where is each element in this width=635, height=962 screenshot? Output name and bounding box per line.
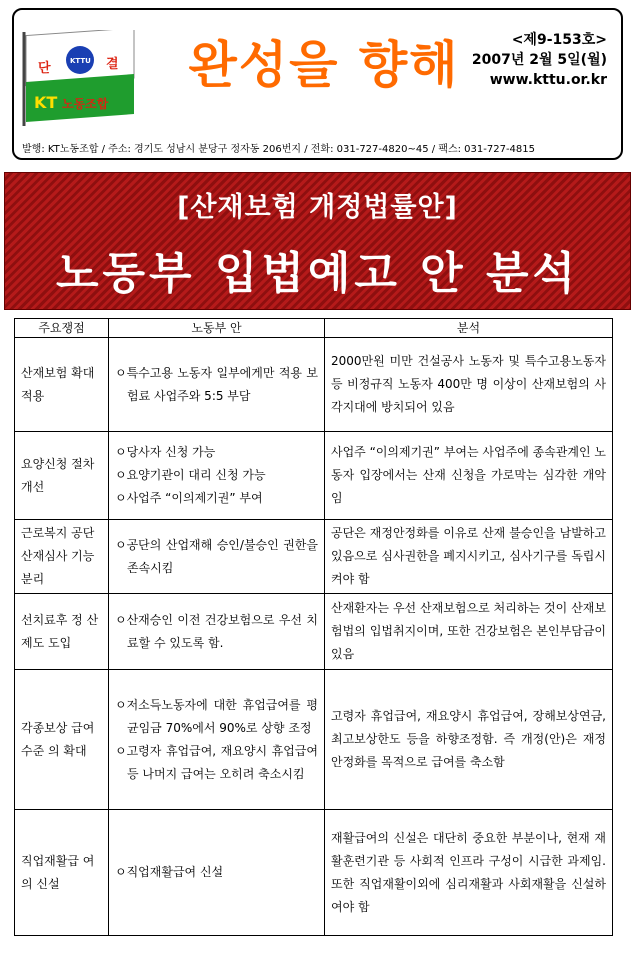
table-header-row	[15, 319, 613, 338]
plan-item: ㅇ저소득노동자에 대한 휴업급여를 평균임금 70%에서 90%로 상향 조정	[115, 697, 318, 735]
topic-cell: 근로복지 공단산재심사 기능분리	[15, 520, 109, 594]
issue-info	[472, 30, 607, 90]
plan-cell	[109, 810, 325, 936]
topic-cell: 선치료후 정 산제도 도입	[15, 594, 109, 670]
analysis-cell: 고령자 휴업급여, 재요양시 휴업급여, 장해보상연금, 최고보상한도 등을 하향조정함. 즉 개정(안)은 재정안정화를 목적으로 급여를 축소함	[325, 670, 613, 810]
header-plan: 노동부 안	[109, 319, 325, 338]
masthead-title: 완성을 향해	[188, 36, 460, 94]
banner-title: 노동부 입법예고 안 분석	[56, 248, 579, 299]
plan-cell	[109, 520, 325, 594]
plan-item: ㅇ당사자 신청 가능	[115, 445, 216, 459]
plan-item: ㅇ직업재활급여 신설	[115, 865, 224, 879]
plan-item: ㅇ산재승인 이전 건강보험으로 우선 치료할 수 있도록 함.	[115, 612, 318, 650]
newsletter-header	[12, 8, 623, 160]
svg-text:KTTU: KTTU	[70, 57, 91, 65]
banner-subtitle: [산재보험 개정법률안]	[177, 192, 458, 223]
issue-number: <제9-153호>	[511, 32, 607, 48]
website-link[interactable]: www.kttu.or.kr	[489, 72, 607, 88]
header-topic: 주요쟁점	[15, 319, 109, 338]
plan-cell	[109, 670, 325, 810]
plan-cell	[109, 594, 325, 670]
publisher-info: 발행: KT노동조합 / 주소: 경기도 성남시 분당구 정자동 206번지 / 전화: 031-727-4820~45 / 팩스: 031-727-4815	[22, 144, 536, 155]
union-flag-logo	[20, 30, 138, 126]
svg-text:KT: KT	[34, 93, 58, 112]
svg-text:단: 단	[38, 61, 51, 76]
svg-text:노동조합: 노동조합	[62, 97, 109, 111]
table-row	[15, 810, 613, 936]
plan-cell	[109, 432, 325, 520]
analysis-table	[14, 318, 613, 936]
analysis-cell: 사업주 “이의제기권” 부여는 사업주에 종속관계인 노동자 입장에서는 산재 신청을 가로막는 심각한 개악임	[325, 432, 613, 520]
table-row	[15, 670, 613, 810]
svg-text:결: 결	[106, 57, 119, 72]
plan-item: ㅇ요양기관이 대리 신청 가능	[115, 468, 266, 482]
analysis-cell: 산재환자는 우선 산재보험으로 처리하는 것이 산재보험법의 입법취지이며, 또한 건강보험은 본인부담금이 있음	[325, 594, 613, 670]
analysis-cell: 2000만원 미만 건설공사 노동자 및 특수고용노동자 등 비정규직 노동자 400만 명 이상이 산재보험의 사각지대에 방치되어 있음	[325, 338, 613, 432]
table-row	[15, 520, 613, 594]
topic-cell: 각종보상 급여수준 의 확대	[15, 670, 109, 810]
plan-item: ㅇ공단의 산업재해 승인/불승인 권한을 존속시킴	[115, 537, 318, 575]
analysis-cell: 재활급여의 신설은 대단히 중요한 부분이나, 현재 재활훈련기관 등 사회적 인프라 구성이 시급한 과제임. 또한 직업재활이외에 심리재활과 사회재활을 신설하여야 함	[325, 810, 613, 936]
plan-item: ㅇ사업주 “이의제기권” 부여	[115, 491, 263, 505]
plan-item: ㅇ고령자 휴업급여, 재요양시 휴업급여 등 나머지 급여는 오히려 축소시킴	[115, 743, 318, 781]
issue-date: 2007년 2월 5일(월)	[471, 52, 607, 68]
table-row	[15, 594, 613, 670]
topic-cell: 요양신청 절차 개선	[15, 432, 109, 520]
header-analysis: 분석	[325, 319, 613, 338]
topic-cell: 산재보험 확대적용	[15, 338, 109, 432]
table-row	[15, 338, 613, 432]
analysis-cell: 공단은 재정안정화를 이유로 산재 불승인을 남발하고 있음으로 심사권한을 폐지시키고, 심사기구를 독립시켜야 함	[325, 520, 613, 594]
plan-item: ㅇ특수고용 노동자 일부에게만 적용 보험료 사업주와 5:5 부담	[115, 365, 318, 403]
plan-cell	[109, 338, 325, 432]
topic-cell: 직업재활급 여의 신설	[15, 810, 109, 936]
headline-banner	[4, 172, 631, 310]
table-row	[15, 432, 613, 520]
